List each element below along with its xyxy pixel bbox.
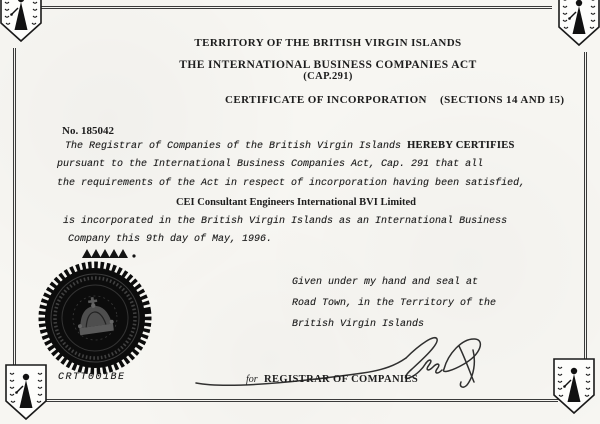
border-bottom-line: [30, 399, 558, 402]
corner-emblem-top-left-shield-icon: [0, 0, 44, 44]
border-right-line: [584, 52, 587, 368]
company-name: CEI Consultant Engineers International BVI Limited: [175, 197, 417, 208]
hereby-certifies-text: HEREBY CERTIFIES: [407, 140, 515, 151]
given-line-2: Road Town, in the Territory of the: [292, 298, 497, 309]
body-line-1: [65, 140, 515, 152]
certificate-title: CERTIFICATE OF INCORPORATION: [225, 94, 427, 106]
border-top-line: [28, 6, 552, 9]
given-line-1: Given under my hand and seal at: [292, 277, 479, 288]
corner-emblem-bottom-right-shield-icon: [551, 358, 597, 416]
given-line-3: British Virgin Islands: [292, 319, 425, 330]
border-left-line: [13, 48, 16, 374]
signatory-prefix: for: [246, 374, 258, 385]
cap-subheading: (CAP.291): [303, 71, 353, 82]
body-line-1-typewriter: The Registrar of Companies of the British Virgin Islands: [65, 141, 408, 152]
body-line-3: the requirements of the Act in respect of incorporation having been satisfied,: [57, 178, 526, 189]
sections-reference: (SECTIONS 14 AND 15): [440, 94, 565, 106]
certificate-number: No. 185042: [62, 125, 114, 137]
reference-code: CRTT001BE: [58, 372, 126, 383]
registrar-embossed-seal-icon: [35, 258, 155, 378]
body-line-4: is incorporated in the British Virgin Islands as an International Business: [63, 216, 508, 227]
registrar-title: REGISTRAR OF COMPANIES: [264, 374, 419, 385]
body-line-5: Company this 9th day of May, 1996.: [68, 234, 273, 245]
territory-heading: TERRITORY OF THE BRITISH VIRGIN ISLANDS: [194, 37, 462, 49]
body-line-2: pursuant to the International Business Companies Act, Cap. 291 that all: [57, 159, 484, 170]
act-heading: THE INTERNATIONAL BUSINESS COMPANIES ACT: [179, 59, 477, 71]
